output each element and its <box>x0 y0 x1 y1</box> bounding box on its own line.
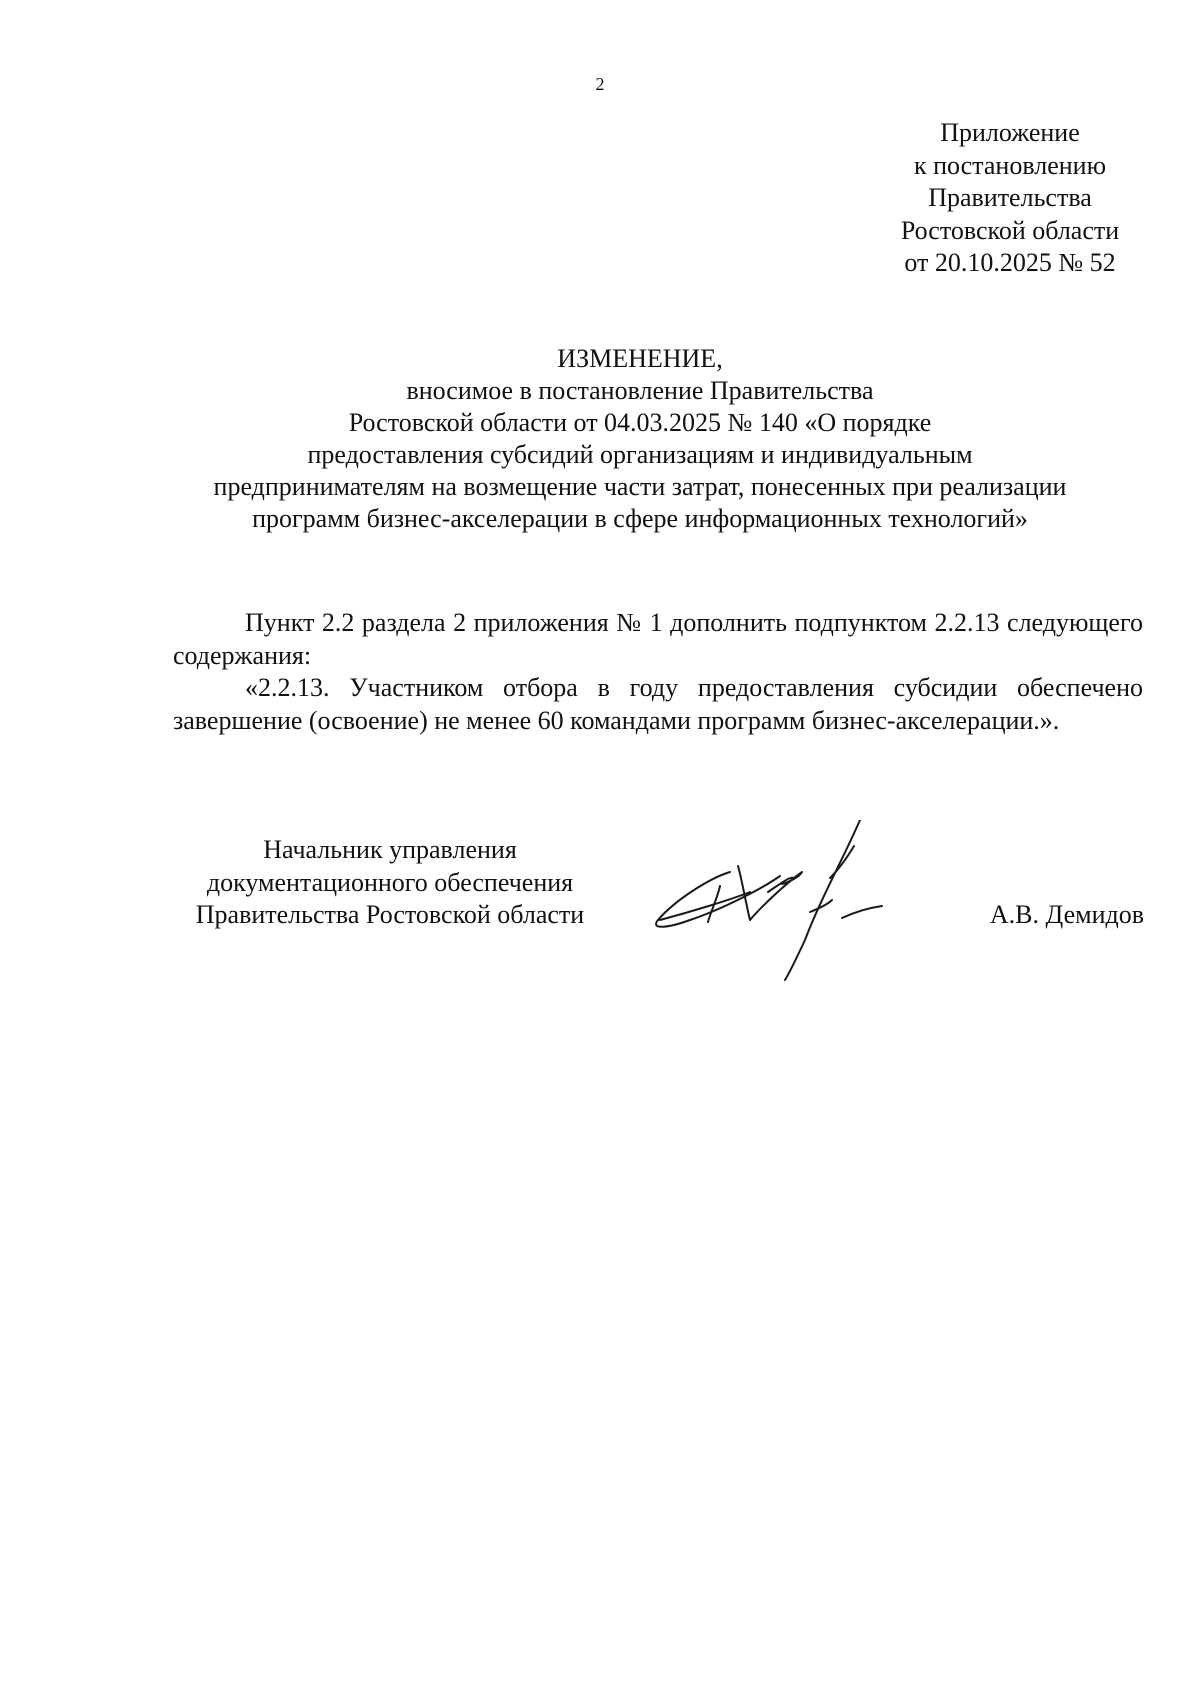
title-heading: ИЗМЕНЕНИЕ, <box>557 344 723 373</box>
page-number: 2 <box>595 74 605 94</box>
position-line: документационного обеспечения <box>206 867 574 897</box>
body-paragraph: «2.2.13. Участником отбора в году предоставления субсидии обеспечено завершение (освоение) не менее 60 командами программ бизнес-акселерации.». <box>173 673 1143 735</box>
handwritten-signature-icon <box>650 820 950 982</box>
position-line: Начальник управления <box>263 835 517 864</box>
title-line: Ростовской области от 04.03.2025 № 140 «О порядке <box>348 408 932 437</box>
appendix-line: от 20.10.2025 № 52 <box>904 248 1116 277</box>
title-line: предпринимателям на возмещение части затрат, понесенных при реализации <box>213 472 1067 501</box>
signer-name: А.В. Демидов <box>989 900 1144 929</box>
document-body <box>173 607 1143 737</box>
title-line: предоставления субсидий организациям и индивидуальным <box>307 440 973 469</box>
appendix-line: Ростовской области <box>900 215 1120 245</box>
appendix-line: Приложение <box>940 118 1080 147</box>
title-line: вносимое в постановление Правительства <box>406 376 874 405</box>
document-title <box>140 343 1140 535</box>
appendix-line: к постановлению <box>913 150 1107 180</box>
signatory-position <box>170 834 610 932</box>
position-line: Правительства Ростовской области <box>195 900 585 929</box>
appendix-line: Правительства <box>928 183 1092 212</box>
appendix-header <box>840 117 1180 280</box>
title-line: программ бизнес-акселерации в сфере информационных технологий» <box>252 504 1028 533</box>
body-paragraph: Пункт 2.2 раздела 2 приложения № 1 дополнить подпунктом 2.2.13 следующего содержания: <box>173 608 1143 670</box>
